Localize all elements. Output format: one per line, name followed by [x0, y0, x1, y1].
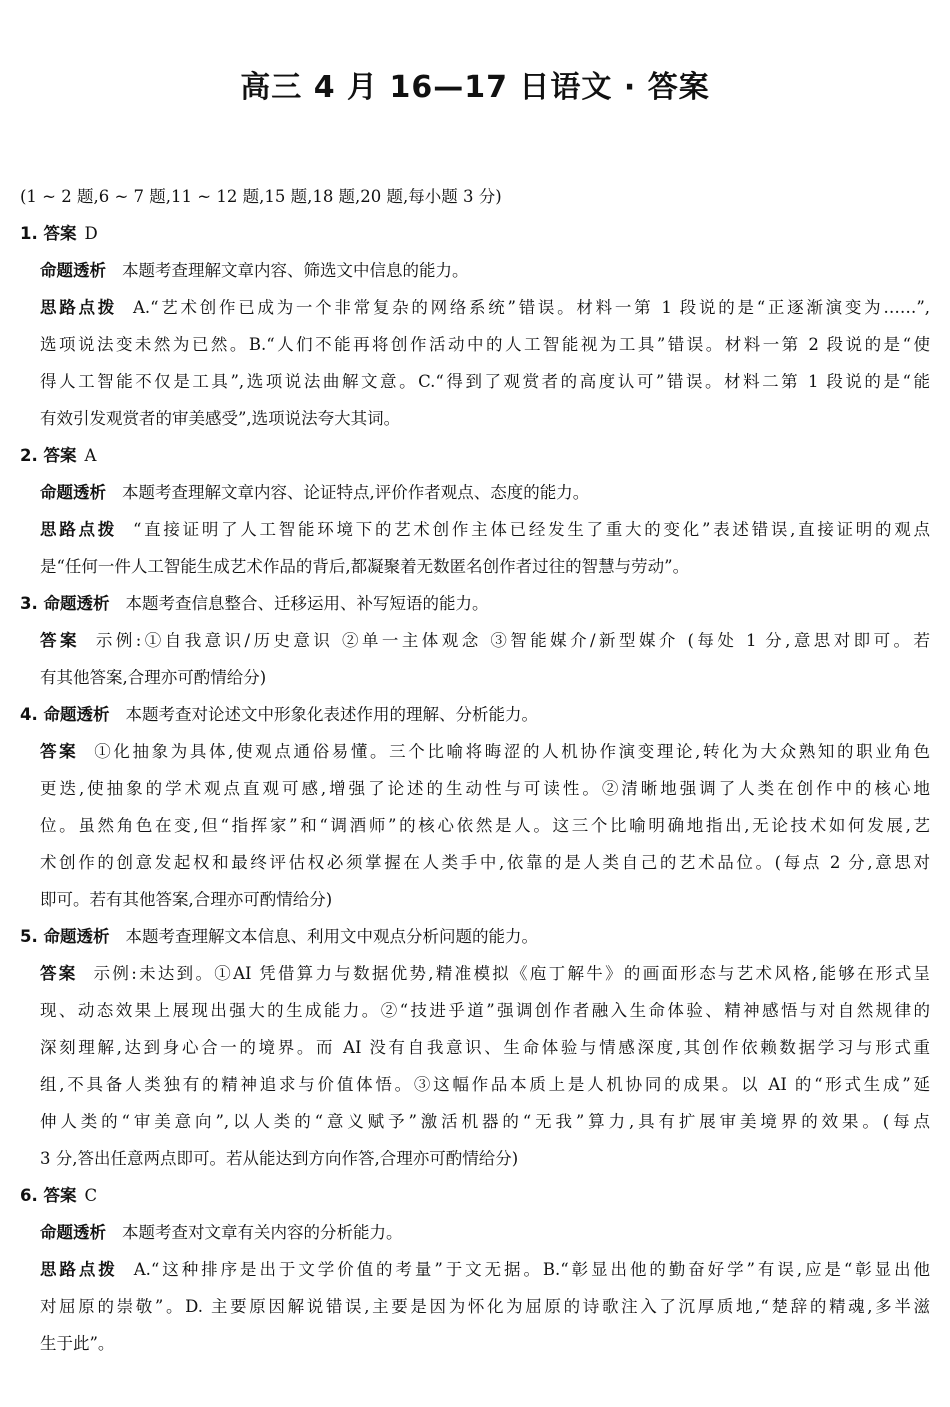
q1-hint-line-2: 选项说法变未然为已然。B.“人们不能再将创作活动中的人工智能视为工具”错误。材料一第 2 段说的是“使 — [40, 335, 930, 354]
answer-content — [20, 178, 930, 1362]
q4-answer-line-3: 位。虽然角色在变,但“指挥家”和“调酒师”的核心依然是人。这三个比喻明确地指出,无论技术如何发展,艺 — [40, 816, 930, 835]
q3-analysis-line — [20, 585, 930, 622]
q6-analysis-text: 本题考查对文章有关内容的分析能力。 — [122, 1223, 403, 1242]
q5-answer-line-2: 现、动态效果上展现出强大的生成能力。②“技进乎道”强调创作者融入生命体验、精神感悟与对自然规律的 — [40, 1001, 930, 1020]
q1-analysis-line — [20, 252, 930, 289]
q1-answer-line — [20, 215, 930, 252]
page-title: 高三 4 月 16—17 日语文 · 答案 — [240, 70, 710, 105]
q6-hint-line-1 — [20, 1251, 930, 1288]
q2-hint-line-1 — [20, 511, 930, 548]
q1-hint-text-1: A.“艺术创作已成为一个非常复杂的网络系统”错误。材料一第 1 段说的是“正逐渐演变为……”, — [132, 298, 931, 317]
q5-answer-line-6: 3 分,答出任意两点即可。若从能达到方向作答,合理亦可酌情给分) — [40, 1149, 519, 1168]
q5-answer-line-4: 组,不具备人类独有的精神追求与价值体悟。③这幅作品本质上是人机协同的成果。以 AI 的“形式生成”延 — [40, 1075, 930, 1094]
q1-hint-line-4: 有效引发观赏者的审美感受”,选项说法夸大其词。 — [40, 409, 401, 428]
q2-answer-label: 2. 答案 — [20, 446, 77, 465]
q4-answer-line-5: 即可。若有其他答案,合理亦可酌情给分) — [40, 890, 333, 909]
q1-analysis-label: 命题透析 — [40, 261, 106, 280]
q2-answer-value: A — [84, 446, 97, 465]
q6-hint-line-2: 对屈原的崇敬”。D. 主要原因解说错误,主要是因为怀化为屈原的诗歌注入了沉厚质地,“楚辞的精魂,多半滋 — [40, 1297, 930, 1316]
q6-analysis-line — [20, 1214, 930, 1251]
q2-analysis-text: 本题考查理解文章内容、论证特点,评价作者观点、态度的能力。 — [122, 483, 590, 502]
q6-hint-text-1: A.“这种排序是出于文学价值的考量”于文无据。B.“彰显出他的勤奋好学”有误,应是“彰显出他 — [133, 1260, 931, 1279]
q5-analysis-line — [20, 918, 930, 955]
q3-answer-line-2: 有其他答案,合理亦可酌情给分) — [40, 668, 267, 687]
q1-hint-line-1 — [20, 289, 930, 326]
q3-answer-line-1 — [20, 622, 930, 659]
q1-answer-label: 1. 答案 — [20, 224, 77, 243]
q4-answer-text-1: ①化抽象为具体,使观点通俗易懂。三个比喻将晦涩的人机协作演变理论,转化为大众熟知的职业角色 — [94, 742, 930, 761]
q1-hint-label: 思路点拨 — [40, 298, 117, 317]
q3-analysis-text: 本题考查信息整合、迁移运用、补写短语的能力。 — [125, 594, 489, 613]
q6-answer-line — [20, 1177, 930, 1214]
q5-answer-line-3: 深刻理解,达到身心合一的境界。而 AI 没有自我意识、生命体验与情感深度,其创作依赖数据学习与形式重 — [40, 1038, 930, 1057]
q5-answer-line-1 — [20, 955, 930, 992]
q5-analysis-label: 5. 命题透析 — [20, 927, 110, 946]
q4-analysis-line — [20, 696, 930, 733]
q6-hint-label: 思路点拨 — [40, 1260, 118, 1279]
q6-analysis-label: 命题透析 — [40, 1223, 106, 1242]
q6-answer-value: C — [84, 1186, 98, 1205]
q1-hint-line-3: 得人工智能不仅是工具”,选项说法曲解文意。C.“得到了观赏者的高度认可”错误。材料二第 1 段说的是“能 — [40, 372, 930, 391]
q2-hint-text-1: “直接证明了人工智能环境下的艺术创作主体已经发生了重大的变化”表述错误,直接证明的观点 — [132, 520, 930, 539]
q2-answer-line — [20, 437, 930, 474]
q6-hint-line-3: 生于此”。 — [40, 1334, 115, 1353]
q4-answer-line-2: 更迭,使抽象的学术观点直观可感,增强了论述的生动性与可读性。②清晰地强调了人类在创作中的核心地 — [40, 779, 930, 798]
q3-answer-label: 答案 — [40, 631, 80, 650]
q6-answer-label: 6. 答案 — [20, 1186, 77, 1205]
q3-analysis-label: 3. 命题透析 — [20, 594, 110, 613]
q1-analysis-text: 本题考查理解文章内容、筛选文中信息的能力。 — [122, 261, 469, 280]
q4-answer-line-1 — [20, 733, 930, 770]
q2-hint-label: 思路点拨 — [40, 520, 117, 539]
q5-answer-text-1: 示例:未达到。①AI 凭借算力与数据优势,精准模拟《庖丁解牛》的画面形态与艺术风格,能够在形式呈 — [93, 964, 930, 983]
q4-analysis-text: 本题考查对论述文中形象化表述作用的理解、分析能力。 — [125, 705, 538, 724]
q5-analysis-text: 本题考查理解文本信息、利用文中观点分析问题的能力。 — [125, 927, 538, 946]
q4-answer-line-4: 术创作的创意发起权和最终评估权必须掌握在人类手中,依靠的是人类自己的艺术品位。(每点 2 分,意思对 — [40, 853, 930, 872]
q5-answer-line-5: 伸人类的“审美意向”,以人类的“意义赋予”激活机器的“无我”算力,具有扩展审美境界的效果。(每点 — [40, 1112, 930, 1131]
q3-answer-text-1: 示例:①自我意识/历史意识 ②单一主体观念 ③智能媒介/新型媒介 (每处 1 分,意思对即可。若 — [95, 631, 931, 650]
q2-hint-line-2: 是“任何一件人工智能生成艺术作品的背后,都凝聚着无数匿名创作者过往的智慧与劳动”。 — [40, 557, 690, 576]
q2-analysis-line — [20, 474, 930, 511]
q1-answer-value: D — [84, 224, 98, 243]
q4-answer-label: 答案 — [40, 742, 79, 761]
scoring-note: (1 ~ 2 题,6 ~ 7 题,11 ~ 12 题,15 题,18 题,20 题,每小题 3 分) — [20, 187, 502, 206]
q5-answer-label: 答案 — [40, 964, 78, 983]
q4-analysis-label: 4. 命题透析 — [20, 705, 110, 724]
q2-analysis-label: 命题透析 — [40, 483, 106, 502]
